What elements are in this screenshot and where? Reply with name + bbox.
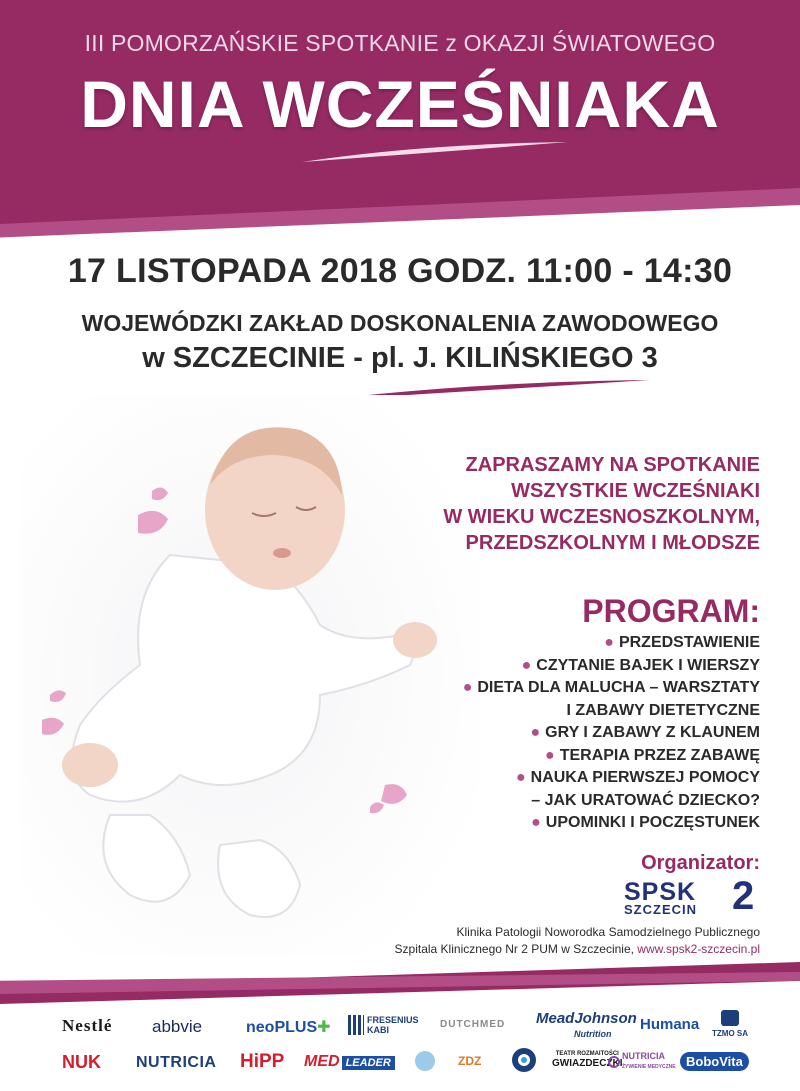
- event-date-time: 17 LISTOPADA 2018 GODZ. 11:00 - 14:30: [67, 252, 733, 290]
- sponsor-logo-round-badge: [414, 1050, 436, 1072]
- spsk2-logo-number: 2: [732, 874, 755, 918]
- spsk2-logo-main: SPSK: [624, 878, 697, 906]
- sponsor-logo-hipp: HiPP: [240, 1051, 285, 1072]
- bullet-icon: ●: [462, 679, 473, 696]
- sponsor-logo-dutchmed: DUTCHMED: [440, 1019, 506, 1030]
- invitation-line: WSZYSTKIE WCZEŚNIAKI: [511, 480, 760, 502]
- spsk2-logo: [624, 874, 759, 918]
- sponsor-logo-tzmo: TZMO SA: [712, 1010, 748, 1039]
- bullet-icon: ●: [521, 656, 532, 674]
- bullet-icon: ●: [530, 724, 541, 741]
- invitation-text: [330, 452, 760, 556]
- event-title: DNIA WCZEŚNIAKA: [80, 67, 720, 141]
- gear-badge-icon: [510, 1046, 538, 1074]
- event-subtitle: III POMORZAŃSKIE SPOTKANIE z OKAZJI ŚWIATOWEGO: [84, 30, 716, 56]
- sponsor-logo-mead-johnson: MeadJohnson Nutrition: [536, 1010, 637, 1039]
- sponsor-logo-zdz: ZDZ: [458, 1054, 482, 1068]
- round-badge-icon: [414, 1050, 436, 1072]
- program-item: ● CZYTANIE BAJEK I WIERSZY: [521, 656, 760, 674]
- program-item: ● TERAPIA PRZEZ ZABAWĘ: [545, 746, 760, 764]
- bullet-icon: ●: [515, 769, 526, 786]
- organizer-heading: Organizator:: [641, 852, 760, 874]
- event-address: w SZCZECINIE - pl. J. KILIŃSKIEGO 3: [142, 342, 658, 374]
- program-item: ● PRZEDSTAWIENIE: [604, 634, 760, 651]
- sponsor-logo-med-leader: MED LEADER: [304, 1053, 395, 1071]
- sponsor-logo-nestle: Nestlé: [62, 1016, 113, 1035]
- sponsor-logo-abbvie: abbvie: [152, 1017, 203, 1036]
- invitation-line: W WIEKU WCZESNOSZKOLNYM,: [443, 506, 760, 528]
- sponsor-logo-humana: Humana: [640, 1016, 700, 1033]
- invitation-line: ZAPRASZAMY NA SPOTKANIE: [465, 454, 760, 476]
- sponsor-logo-bobovita: BoboVita: [680, 1052, 749, 1071]
- bullet-icon: ●: [604, 634, 614, 651]
- organizer-desc-line: Klinika Patologii Noworodka Samodzielnego Publicznego: [456, 925, 760, 939]
- fresenius-mark-icon: [348, 1015, 364, 1035]
- organizer-website-link[interactable]: www.spsk2-szczecin.pl: [637, 942, 760, 956]
- sponsor-logo-nutricia: NUTRICIA: [136, 1054, 217, 1071]
- program-heading: PROGRAM:: [582, 593, 760, 629]
- program-item: ● UPOMINKI I POCZĘSTUNEK: [531, 814, 760, 831]
- tzmo-mark-icon: [721, 1010, 739, 1026]
- organizer-description: [395, 924, 760, 958]
- spsk2-logo-city: SZCZECIN: [624, 902, 697, 917]
- title-swoosh-decoration: [300, 140, 570, 164]
- bullet-icon: ●: [531, 814, 541, 831]
- event-venue: WOJEWÓDZKI ZAKŁAD DOSKONALENIA ZAWODOWEGO: [81, 310, 719, 336]
- sponsor-logo-nuk: NUK: [62, 1052, 101, 1072]
- bullet-icon: ●: [545, 746, 555, 764]
- sponsor-logo-gear-badge: [510, 1046, 538, 1074]
- program-item: ● DIETA DLA MALUCHA – WARSZTATY I ZABAWY DIETETYCZNE: [462, 679, 760, 719]
- organizer-desc-line: Szpitala Klinicznego Nr 2 PUM w Szczecinie,: [394, 942, 638, 956]
- program-item: ● NAUKA PIERWSZEJ POMOCY – JAK URATOWAĆ DZIECKO?: [515, 769, 760, 809]
- sponsor-logo-neoplus: neoPLUS✚: [246, 1019, 331, 1036]
- sponsor-logo-fresenius-kabi: FRESENIUS KABI: [348, 1015, 419, 1035]
- program-list: [340, 632, 760, 835]
- nutricia-medical-icon: [608, 1056, 620, 1068]
- sponsor-logo-nutricia-medical: NUTRICIA ŻYWIENIE MEDYCZNE: [608, 1052, 676, 1072]
- program-item: ● GRY I ZABAWY Z KLAUNEM: [530, 724, 760, 741]
- sponsor-logo-teatr: TEATR ROZMAITOŚCI GWIAZDECZKI: [552, 1051, 623, 1069]
- invitation-line: PRZEDSZKOLNYM I MŁODSZE: [465, 532, 760, 554]
